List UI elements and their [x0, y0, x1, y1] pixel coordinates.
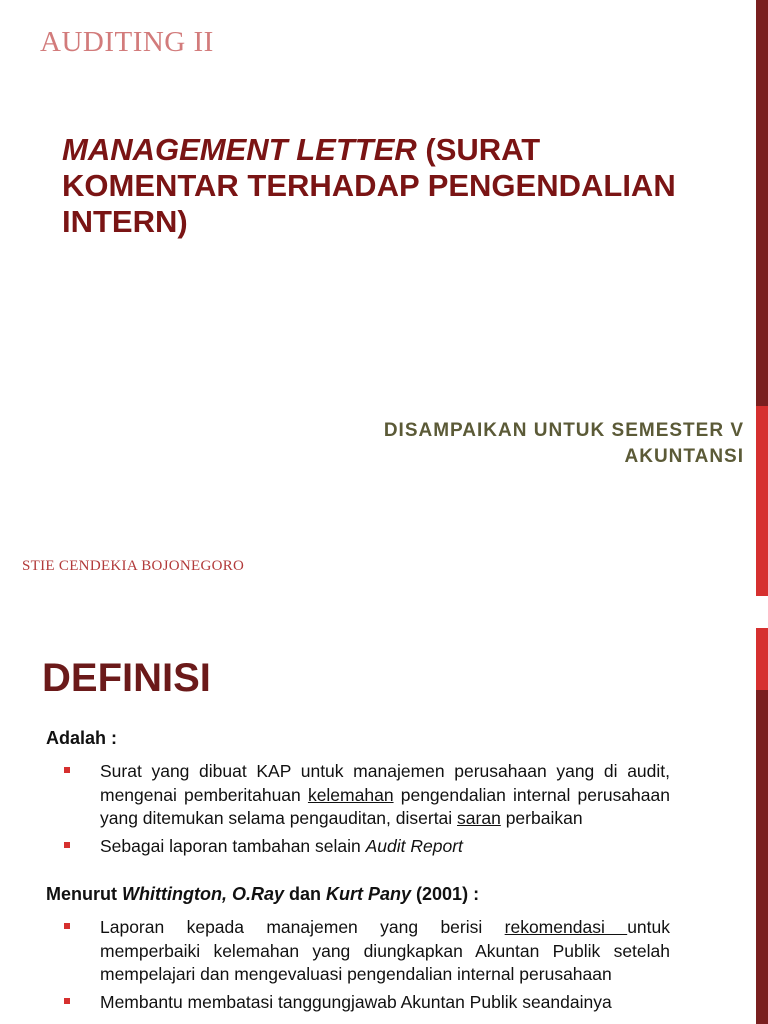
presented-line-2: AKUNTANSI: [624, 446, 744, 467]
lead-adalah: Adalah :: [46, 728, 118, 748]
definition-list: [62, 760, 670, 862]
presented-to: [184, 418, 744, 470]
presented-line-1: DISAMPAIKAN UNTUK SEMESTER V: [383, 420, 744, 441]
slide-title: [62, 132, 682, 240]
text-run: pengendalian internal perusahaan yang ditemukan selama pengauditan, disertai: [100, 784, 670, 828]
text-run: dan: [283, 884, 326, 904]
school-name: STIE CENDEKIA BOJONEGORO: [22, 558, 245, 574]
accent-bar-red: [756, 406, 768, 596]
accent-bar-dark: [756, 690, 768, 1024]
list-item: [62, 835, 670, 859]
square-bullet-icon: [64, 767, 70, 773]
slide-heading: DEFINISI: [42, 656, 211, 700]
italic-term: Audit Report: [365, 835, 463, 856]
list-item: [62, 991, 670, 1015]
author-name: Kurt Pany: [326, 884, 412, 904]
slide-gap: [0, 596, 768, 628]
square-bullet-icon: [64, 842, 70, 848]
text-run: perbaikan: [500, 808, 583, 828]
text-run: Surat yang dibuat KAP untuk manajemen perusahaan yang di audit, mengenai pemberitahuan: [100, 761, 670, 805]
title-italic: MANAGEMENT LETTER: [62, 132, 417, 167]
text-run: Membantu membatasi tanggungjawab Akuntan Publik seandainya: [100, 991, 612, 1012]
text-run: Menurut: [46, 884, 122, 904]
title-rest: (SURAT KOMENTAR TERHADAP PENGENDALIAN INTERN): [62, 132, 676, 239]
text-run: Laporan kepada manajemen yang berisi: [100, 917, 505, 937]
course-title: AUDITING II: [40, 26, 214, 58]
square-bullet-icon: [64, 923, 70, 929]
text-run: (2001) :: [411, 884, 480, 904]
author-name: Whittington, O.Ray: [122, 884, 284, 904]
list-item: [62, 916, 670, 987]
square-bullet-icon: [64, 998, 70, 1004]
definition-slide: [0, 628, 768, 1024]
underlined-term: kelemahan: [307, 784, 394, 805]
accent-bar-red: [756, 628, 768, 690]
author-definition-list: [62, 916, 670, 1018]
underlined-term: rekomendasi: [504, 917, 628, 937]
lead-menurut: [46, 884, 479, 905]
text-run: untuk memperbaiki kelemahan yang diungkapkan Akuntan Publik setelah mempelajari dan mengevaluasi pengendalian internal perusahaan: [100, 917, 670, 984]
underlined-term: saran: [457, 808, 501, 828]
list-item: [62, 760, 670, 831]
text-run: Sebagai laporan tambahan selain: [100, 835, 366, 856]
